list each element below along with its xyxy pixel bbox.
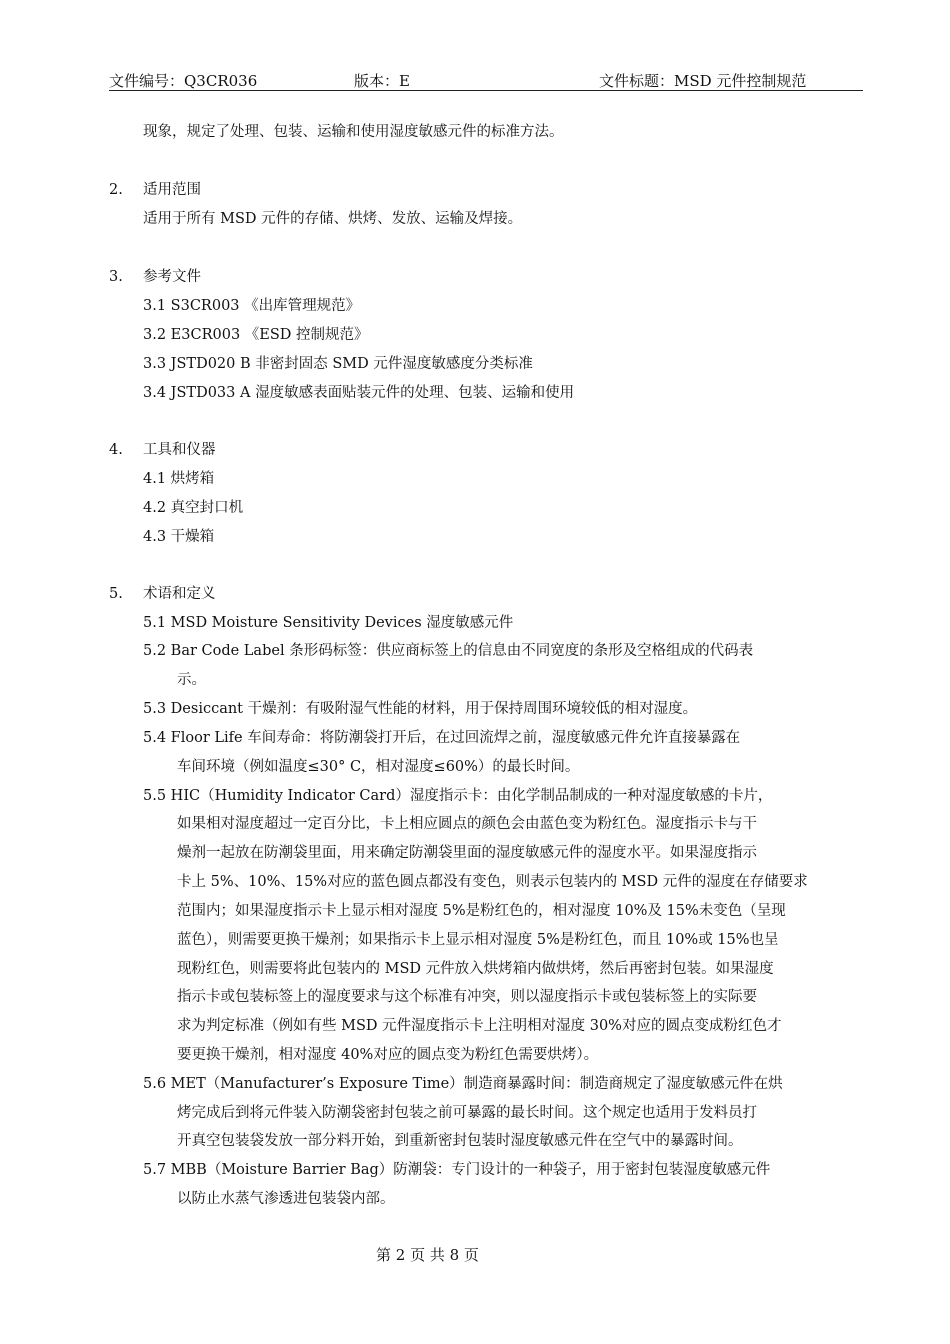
term-line: 5.6 MET（Manufacturer’s Exposure Time）制造商暴露时间：制造商规定了湿度敏感元件在烘 (143, 1076, 783, 1092)
term-line: 车间环境（例如温度≤30° C，相对湿度≤60%）的最长时间。 (177, 759, 580, 775)
term-line: 5.3 Desiccant 干燥剂：有吸附湿气性能的材料，用于保持周围环境较低的相对湿度。 (143, 701, 698, 717)
ref-item: 3.1 S3CR003 《出库管理规范》 (143, 298, 361, 314)
term-line: 5.4 Floor Life 车间寿命：将防潮袋打开后，在过回流焊之前，湿度敏感元件允许直接暴露在 (143, 730, 741, 746)
tool-item: 4.1 烘烤箱 (143, 471, 215, 487)
term-line: 燥剂一起放在防潮袋里面，用来确定防潮袋里面的湿度敏感元件的湿度水平。如果湿度指示 (177, 845, 757, 861)
section-3-number: 3. (109, 269, 123, 285)
term-line: 以防止水蒸气渗透进包装袋内部。 (177, 1191, 395, 1207)
term-line: 5.1 MSD Moisture Sensitivity Devices 湿度敏感元件 (143, 615, 514, 631)
term-line: 指示卡或包装标签上的湿度要求与这个标准有冲突，则以湿度指示卡或包装标签上的实际要 (177, 989, 757, 1005)
intro-tail: 现象，规定了处理、包装、运输和使用湿度敏感元件的标准方法。 (143, 124, 564, 140)
section-3-title: 参考文件 (143, 269, 201, 285)
page-header (109, 68, 863, 91)
ref-item: 3.4 JSTD033 A 湿度敏感表面贴装元件的处理、包装、运输和使用 (143, 385, 575, 401)
section-2-title: 适用范围 (143, 182, 201, 198)
term-line: 5.7 MBB（Moisture Barrier Bag）防潮袋：专门设计的一种袋子，用于密封包装湿度敏感元件 (143, 1162, 771, 1178)
section-2-number: 2. (109, 182, 123, 198)
section-2-body: 适用于所有 MSD 元件的存储、烘烤、发放、运输及焊接。 (143, 211, 523, 227)
tool-item: 4.3 干燥箱 (143, 529, 215, 545)
term-line: 5.5 HIC（Humidity Indicator Card）湿度指示卡：由化学制品制成的一种对湿度敏感的卡片， (143, 788, 773, 804)
tool-item: 4.2 真空封口机 (143, 500, 244, 516)
term-line: 开真空包装袋发放一部分料开始，到重新密封包装时湿度敏感元件在空气中的暴露时间。 (177, 1133, 743, 1149)
section-5-number: 5. (109, 586, 123, 602)
ref-item: 3.2 E3CR003 《ESD 控制规范》 (143, 327, 369, 343)
term-line: 示。 (177, 672, 206, 688)
term-line: 卡上 5%、10%、15%对应的蓝色圆点都没有变色，则表示包装内的 MSD 元件的湿度在存储要求 (177, 874, 808, 890)
term-line: 现粉红色，则需要将此包装内的 MSD 元件放入烘烤箱内做烘烤，然后再密封包装。如果湿度 (177, 961, 774, 977)
doc-version: 版本：E (354, 72, 410, 90)
page-number: 第 2 页 共 8 页 (376, 1246, 479, 1264)
term-line: 如果相对湿度超过一定百分比，卡上相应圆点的颜色会由蓝色变为粉红色。湿度指示卡与干 (177, 816, 757, 832)
ref-item: 3.3 JSTD020 B 非密封固态 SMD 元件湿度敏感度分类标准 (143, 356, 533, 372)
term-line: 要更换干燥剂，相对湿度 40%对应的圆点变为粉红色需要烘烤）。 (177, 1047, 599, 1063)
section-4-number: 4. (109, 442, 123, 458)
doc-title: 文件标题：MSD 元件控制规范 (599, 72, 807, 90)
term-line: 范围内；如果湿度指示卡上显示相对湿度 5%是粉红色的，相对湿度 10%及 15%未变色（呈现 (177, 903, 786, 919)
doc-number: 文件编号：Q3CR036 (109, 72, 258, 90)
term-line: 求为判定标准（例如有些 MSD 元件湿度指示卡上注明相对湿度 30%对应的圆点变成粉红色才 (177, 1018, 782, 1034)
section-5-title: 术语和定义 (143, 586, 216, 602)
term-line: 5.2 Bar Code Label 条形码标签：供应商标签上的信息由不同宽度的条形及空格组成的代码表 (143, 643, 754, 659)
term-line: 蓝色），则需要更换干燥剂；如果指示卡上显示相对湿度 5%是粉红色，而且 10%或 15%也呈 (177, 932, 779, 948)
term-line: 烤完成后到将元件装入防潮袋密封包装之前可暴露的最长时间。这个规定也适用于发料员打 (177, 1105, 757, 1121)
section-4-title: 工具和仪器 (143, 442, 216, 458)
